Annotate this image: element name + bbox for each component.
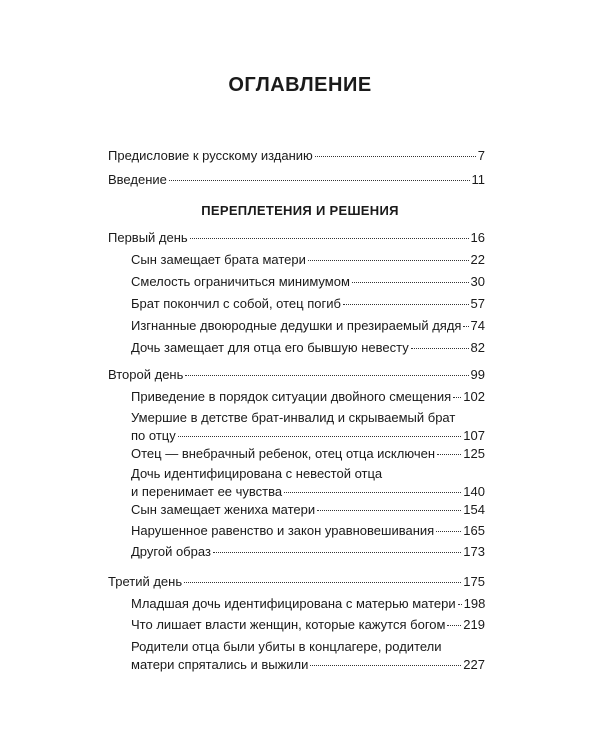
- dot-leader: [453, 397, 461, 398]
- toc-entry-text: Смелость ограничиться минимумом: [131, 274, 350, 289]
- toc-entry[interactable]: [131, 638, 485, 674]
- toc-entry[interactable]: [131, 273, 485, 291]
- toc-entry-page: 140: [463, 484, 485, 499]
- toc-entry[interactable]: [131, 501, 485, 519]
- dot-leader: [190, 238, 469, 239]
- toc-entry-page: 219: [463, 617, 485, 632]
- toc-entry-text-line2: матери спрятались и выжили: [131, 657, 309, 672]
- toc-entry-page: 107: [463, 428, 485, 443]
- toc-entry-page: 198: [463, 596, 486, 611]
- toc-entry[interactable]: [131, 543, 485, 561]
- toc-entry-page: 125: [463, 446, 485, 461]
- toc-entry[interactable]: [108, 171, 485, 189]
- toc-entry-text: Младшая дочь идентифицирована с матерью матери: [131, 596, 456, 611]
- toc-entry-text-line2: по отцу: [131, 428, 176, 443]
- toc-entry[interactable]: [131, 339, 485, 357]
- toc-entry-page: 30: [470, 274, 485, 289]
- toc-entry[interactable]: [131, 251, 485, 269]
- toc-entry-text: Приведение в порядок ситуации двойного смещения: [131, 389, 452, 404]
- toc-entry[interactable]: [131, 616, 485, 634]
- toc-entry-text: Третий день: [108, 574, 183, 589]
- toc-entry-page: 173: [463, 544, 485, 559]
- toc-entry-text: Первый день: [108, 230, 188, 245]
- dot-leader: [213, 552, 461, 553]
- toc-entry-text: Другой образ: [131, 544, 211, 559]
- dot-leader: [284, 492, 461, 493]
- toc-entry-page: 74: [470, 318, 485, 333]
- dot-leader: [463, 326, 468, 327]
- toc-entry-page: 16: [470, 230, 485, 245]
- toc-entry-text: Сын замещает жениха матери: [131, 502, 316, 517]
- toc-entry-page: 82: [470, 340, 485, 355]
- dot-leader: [343, 304, 469, 305]
- toc-entry[interactable]: [131, 295, 485, 313]
- dot-leader: [411, 348, 469, 349]
- toc-entry-text-line2: и перенимает ее чувства: [131, 484, 283, 499]
- toc-entry-page: 99: [470, 367, 485, 382]
- toc-entry-text: Сын замещает брата матери: [131, 252, 306, 267]
- dot-leader: [447, 625, 461, 626]
- toc-entry[interactable]: [131, 522, 485, 540]
- dot-leader: [184, 582, 461, 583]
- dot-leader: [317, 510, 461, 511]
- toc-entry[interactable]: [131, 409, 485, 445]
- toc-entry[interactable]: [108, 573, 485, 591]
- toc-entry-text: Брат покончил с собой, отец погиб: [131, 296, 341, 311]
- toc-entry-page: 22: [470, 252, 485, 267]
- toc-entry-text: Изгнанные двоюродные дедушки и презираемый дядя: [131, 318, 462, 333]
- toc-entry-text: Введение: [108, 172, 167, 187]
- toc-entry-page: 175: [463, 574, 485, 589]
- toc-entry-text: Отец — внебрачный ребенок, отец отца исключен: [131, 446, 435, 461]
- toc-entry[interactable]: [131, 465, 485, 501]
- toc-entry-page: 227: [463, 657, 485, 672]
- toc-entry-text: Нарушенное равенство и закон уравновешивания: [131, 523, 435, 538]
- toc-entry-page: 57: [470, 296, 485, 311]
- toc-entry[interactable]: [131, 445, 485, 463]
- dot-leader: [169, 180, 470, 181]
- toc-entry-text-line1: Дочь идентифицирована с невестой отца: [131, 466, 383, 481]
- dot-leader: [308, 260, 469, 261]
- toc-entry-text-line1: Родители отца были убиты в концлагере, родители: [131, 639, 442, 654]
- toc-entry[interactable]: [131, 317, 485, 335]
- toc-entry-page: 154: [463, 502, 485, 517]
- toc-entry-page: 102: [463, 389, 485, 404]
- toc-entry-text-line1: Умершие в детстве брат-инвалид и скрываемый брат: [131, 410, 456, 425]
- section-title: ПЕРЕПЛЕТЕНИЯ И РЕШЕНИЯ: [201, 203, 399, 218]
- toc-entry-text: Предисловие к русскому изданию: [108, 148, 313, 163]
- toc-entry-text: Что лишает власти женщин, которые кажутся богом: [131, 617, 446, 632]
- toc-entry[interactable]: [108, 366, 485, 384]
- dot-leader: [437, 454, 461, 455]
- toc-entry-text: Второй день: [108, 367, 184, 382]
- dot-leader: [458, 604, 462, 605]
- dot-leader: [178, 436, 462, 437]
- toc-entry-page: 165: [463, 523, 485, 538]
- dot-leader: [315, 156, 476, 157]
- toc-entry[interactable]: [108, 147, 485, 165]
- toc-entry-page: 11: [471, 172, 485, 187]
- dot-leader: [310, 665, 461, 666]
- toc-entry-page: 7: [477, 148, 485, 163]
- dot-leader: [352, 282, 469, 283]
- page-title: ОГЛАВЛЕНИЕ: [228, 74, 372, 96]
- dot-leader: [185, 375, 468, 376]
- dot-leader: [436, 531, 461, 532]
- toc-entry[interactable]: [108, 229, 485, 247]
- toc-entry-text: Дочь замещает для отца его бывшую невесту: [131, 340, 409, 355]
- toc-entry[interactable]: [131, 388, 485, 406]
- toc-entry[interactable]: [131, 595, 485, 613]
